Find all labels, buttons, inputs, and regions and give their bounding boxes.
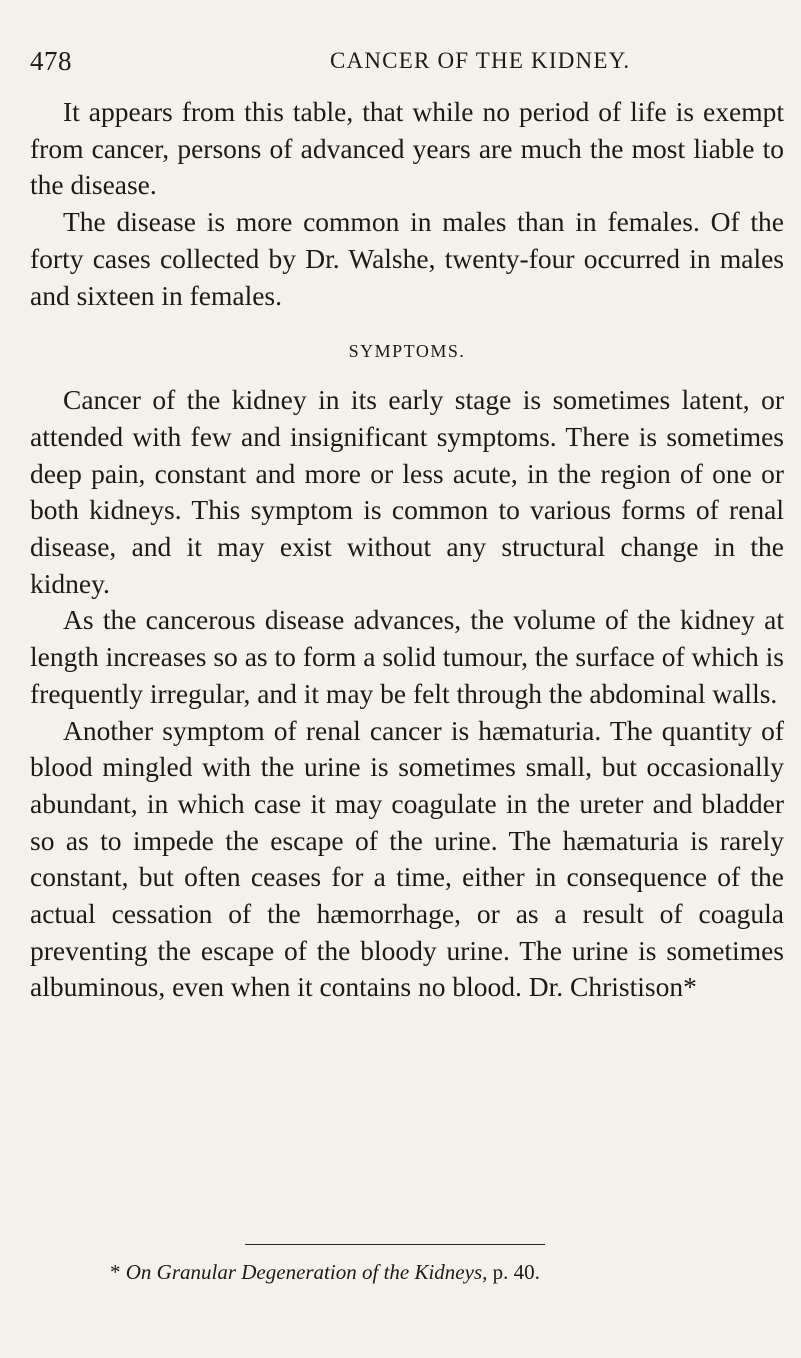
paragraph-haematuria: Another symptom of renal cancer is hæmaturia. The quantity of blood mingled with the urine is sometimes small, but occasionally abundant, in which case it may coagulate in the ureter and bladder so as to impede the escape of the urine. The hæmaturia is rarely constant, but often ceases for a time, either in consequence of the actual cessation of the hæmorrhage, or as a result of coagula preventing the escape of the bloody urine. The urine is sometimes albuminous, even when it contains no blood. Dr. Christison* — [30, 714, 784, 1003]
footnote-rule — [245, 1244, 545, 1245]
paragraph-early-stage: Cancer of the kidney in its early stage is sometimes latent, or attended with few and insignificant symptoms. There is sometimes deep pain, constant and more or less acute, in the region of one or both kidneys. This symptom is common to various forms of renal disease, and it may exist without any structural change in the kidney. — [30, 384, 784, 599]
running-title: CANCER OF THE KIDNEY. — [330, 48, 631, 73]
footnote-page-ref: p. 40. — [492, 1260, 540, 1284]
section-heading-symptoms: SYMPTOMS. — [348, 341, 466, 362]
paragraph-age-liability: It appears from this table, that while no period of life is exempt from cancer, persons of advanced years are much the most liable to the disease. — [30, 96, 784, 201]
body-text — [30, 94, 784, 1006]
footnote — [110, 1258, 540, 1286]
paragraph-sex-incidence: The disease is more common in males than in females. Of the forty cases collected by Dr. Walshe, twenty-four occurred in males and sixteen in females. — [30, 206, 784, 311]
page-number: 478 — [30, 46, 72, 76]
paragraph-tumour: As the cancerous disease advances, the volume of the kidney at length increases so as to form a solid tumour, the surface of which is frequently irregular, and it may be felt through the abdominal walls. — [30, 604, 784, 709]
footnote-title: On Granular Degeneration of the Kidneys, — [125, 1260, 488, 1284]
footnote-marker: * — [110, 1260, 121, 1284]
running-head — [30, 46, 750, 86]
